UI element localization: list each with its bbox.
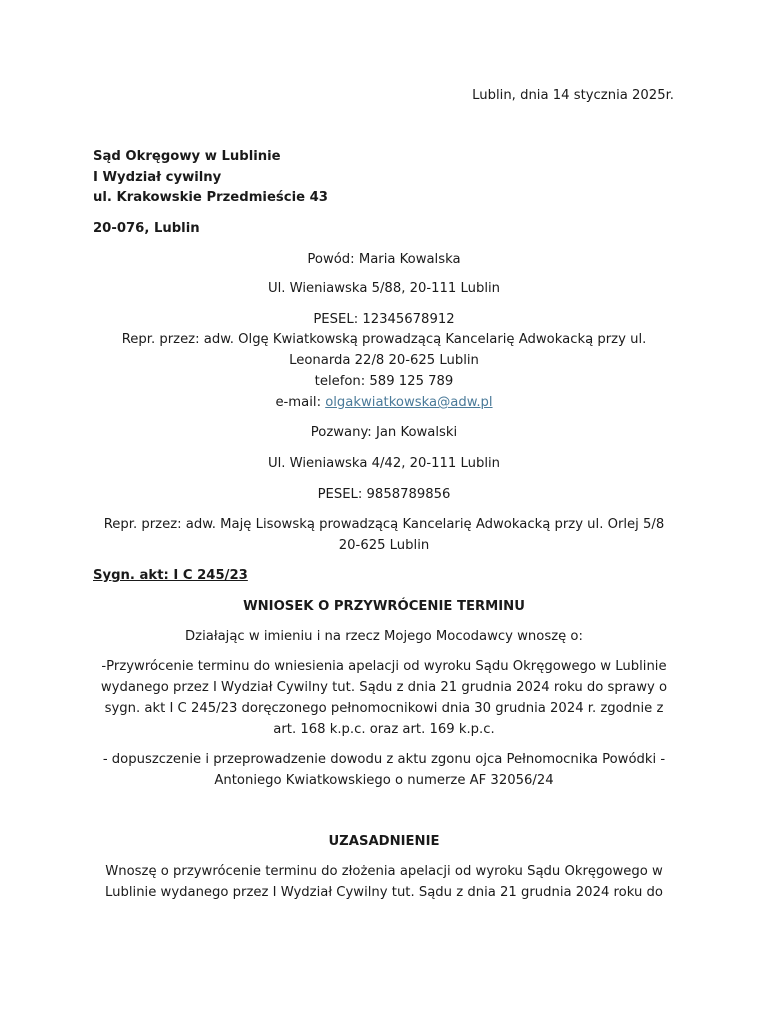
court-division: I Wydział cywilny bbox=[93, 170, 222, 185]
email-link[interactable]: olgakwiatkowska@adw.pl bbox=[325, 395, 493, 410]
justification-line: Lublinie wydanego przez I Wydział Cywilny tut. Sądu z dnia 21 grudnia 2024 roku do bbox=[105, 885, 663, 900]
request-2-line: Antoniego Kwiatkowskiego o numerze AF 32056/24 bbox=[214, 773, 554, 788]
motion-title: WNIOSEK O PRZYWRÓCENIE TERMINU bbox=[243, 599, 525, 614]
court-name: Sąd Okręgowy w Lublinie bbox=[93, 149, 281, 164]
request-1-line: art. 168 k.p.c. oraz art. 169 k.p.c. bbox=[273, 722, 495, 737]
plaintiff-repr-line1: Repr. przez: adw. Olgę Kwiatkowską prowadzącą Kancelarię Adwokacką przy ul. bbox=[121, 332, 647, 347]
defendant-repr-line1: Repr. przez: adw. Maję Lisowską prowadzącą Kancelarię Adwokacką przy ul. Orlej 5/8 bbox=[103, 517, 665, 532]
request-2-line: - dopuszczenie i przeprowadzenie dowodu z aktu zgonu ojca Pełnomocnika Powódki - bbox=[102, 752, 666, 767]
justification-title: UZASADNIENIE bbox=[328, 834, 440, 849]
request-1-line: -Przywrócenie terminu do wniesienia apelacji od wyroku Sądu Okręgowego w Lublinie bbox=[101, 659, 667, 674]
defendant-repr-line2: 20-625 Lublin bbox=[338, 538, 430, 553]
plaintiff-phone: telefon: 589 125 789 bbox=[314, 374, 454, 389]
court-street: ul. Krakowskie Przedmieście 43 bbox=[93, 190, 328, 205]
plaintiff-repr-line2: Leonarda 22/8 20-625 Lublin bbox=[289, 353, 479, 368]
email-label: e-mail: bbox=[275, 395, 326, 410]
plaintiff-address: Ul. Wieniawska 5/88, 20-111 Lublin bbox=[267, 281, 501, 296]
date-line: Lublin, dnia 14 stycznia 2025r. bbox=[472, 88, 674, 103]
justification-line: Wnoszę o przywrócenie terminu do złożenia apelacji od wyroku Sądu Okręgowego w bbox=[105, 864, 663, 879]
request-1-line: wydanego przez I Wydział Cywilny tut. Sądu z dnia 21 grudnia 2024 roku do sprawy o bbox=[100, 680, 668, 695]
plaintiff-email-line bbox=[0, 394, 768, 412]
defendant-address: Ul. Wieniawska 4/42, 20-111 Lublin bbox=[267, 456, 501, 471]
case-number: Sygn. akt: I C 245/23 bbox=[93, 568, 248, 583]
motion-intro: Działając w imieniu i na rzecz Mojego Mocodawcy wnoszę o: bbox=[185, 629, 583, 644]
plaintiff-name: Powód: Maria Kowalska bbox=[307, 252, 461, 267]
request-1-line: sygn. akt I C 245/23 doręczonego pełnomocnikowi dnia 30 grudnia 2024 r. zgodnie z bbox=[104, 701, 664, 716]
defendant-pesel: PESEL: 9858789856 bbox=[317, 487, 451, 502]
defendant-name: Pozwany: Jan Kowalski bbox=[310, 425, 458, 440]
court-postal: 20-076, Lublin bbox=[93, 221, 200, 236]
plaintiff-pesel: PESEL: 12345678912 bbox=[313, 312, 455, 327]
